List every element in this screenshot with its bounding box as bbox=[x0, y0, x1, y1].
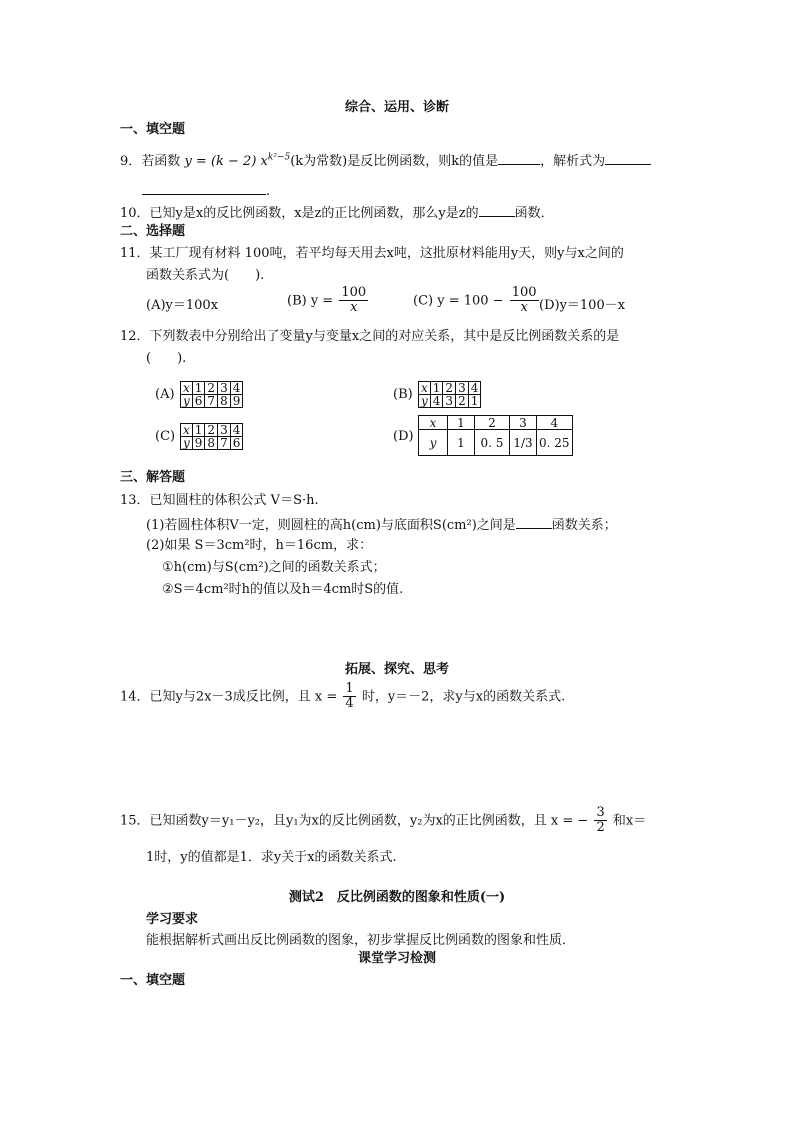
option-12-c-table: x 1 2 3 4 y 9 8 7 6 bbox=[180, 423, 243, 450]
heading-fill-blank-2: 一、填空题 bbox=[120, 973, 186, 988]
question-12: 12．下列数表中分别给出了变量y与变量x之间的对应关系，其中是反比例函数关系的是 bbox=[120, 329, 620, 344]
option-12-a-label: (A) bbox=[155, 387, 175, 402]
question-10: 10．已知y是x的反比例函数，x是z的正比例函数，那么y是z的 函数． bbox=[120, 206, 554, 221]
question-13-part2a: ①h(cm)与S(cm²)之间的函数关系式； bbox=[162, 560, 386, 575]
learning-requirements-text: 能根据解析式画出反比例函数的图象，初步掌握反比例函数的图象和性质． bbox=[146, 933, 576, 948]
section-title-1: 综合、运用、诊断 bbox=[344, 100, 449, 115]
heading-solve: 三、解答题 bbox=[120, 470, 186, 485]
question-13: 13．已知圆柱的体积公式 V＝S·h. bbox=[120, 493, 319, 508]
option-11-b: (B) y = $\frac{100}{x}$ bbox=[287, 285, 367, 316]
section-title-3: 测试2 反比例函数的图象和性质(一) bbox=[288, 890, 506, 905]
option-12-d-table: x 1 2 3 4 y 1 0. 5 1/3 0. 25 bbox=[418, 415, 573, 456]
question-11: 11．某工厂现有材料 100吨，若平均每天用去x吨，这批原材料能用y天，则y与x之间的 bbox=[120, 246, 624, 261]
learning-requirements-heading: 学习要求 bbox=[146, 912, 199, 927]
question-13-part1: (1)若圆柱体积V一定，则圆柱的高h(cm)与底面积S(cm²)之间是 函数关系； bbox=[146, 518, 617, 533]
blank bbox=[605, 152, 651, 165]
option-11-d: (D)y＝100－x bbox=[539, 298, 626, 313]
question-9: 9．若函数 y = (k − 2) $x^{k^2-5}(k$为常数)是反比例函数，则k的值是 ，解析式为 bbox=[120, 152, 651, 170]
blank bbox=[516, 516, 552, 529]
option-12-d-label: (D) bbox=[393, 429, 414, 444]
blank bbox=[479, 204, 515, 217]
option-12-a-table: x 1 2 3 4 y 6 7 8 9 bbox=[180, 381, 243, 408]
blank bbox=[142, 182, 266, 195]
question-13-part2b: ②S＝4cm²时h的值以及h＝4cm时S的值. bbox=[162, 582, 404, 597]
question-13-part2: (2)如果 S＝3cm²时，h＝16cm，求： bbox=[146, 538, 373, 553]
question-9-cont: . bbox=[142, 182, 270, 200]
classroom-check-heading: 课堂学习检测 bbox=[357, 951, 436, 966]
option-12-c-label: (C) bbox=[155, 429, 176, 444]
question-15: 15．已知函数y＝y₁－y₂，且y₁为x的反比例函数，y₂为x的正比例函数，且 x = − $\frac{3}{2}$ 和x＝ bbox=[120, 805, 647, 836]
question-12-cont: ( ). bbox=[146, 351, 187, 366]
option-12-b-table: x 1 2 3 4 y 4 3 2 1 bbox=[418, 381, 481, 408]
option-11-a: (A)y＝100x bbox=[146, 298, 219, 313]
option-11-c: (C) y = 100 − $\frac{100}{x}$ bbox=[413, 285, 537, 316]
heading-choice: 二、选择题 bbox=[120, 224, 186, 239]
question-14: 14．已知y与2x－3成反比例，且 x = $\frac{1}{4}$ 时，y＝－2，求y与x的函数关系式. bbox=[120, 681, 566, 712]
section-title-2: 拓展、探究、思考 bbox=[344, 662, 449, 677]
question-11-cont: 函数关系式为( ). bbox=[146, 268, 265, 283]
heading-fill-blank: 一、填空题 bbox=[120, 122, 186, 137]
option-12-b-label: (B) bbox=[393, 387, 413, 402]
question-15-cont: 1时，y的值都是1．求y关于x的函数关系式. bbox=[146, 850, 397, 865]
blank bbox=[498, 152, 540, 165]
